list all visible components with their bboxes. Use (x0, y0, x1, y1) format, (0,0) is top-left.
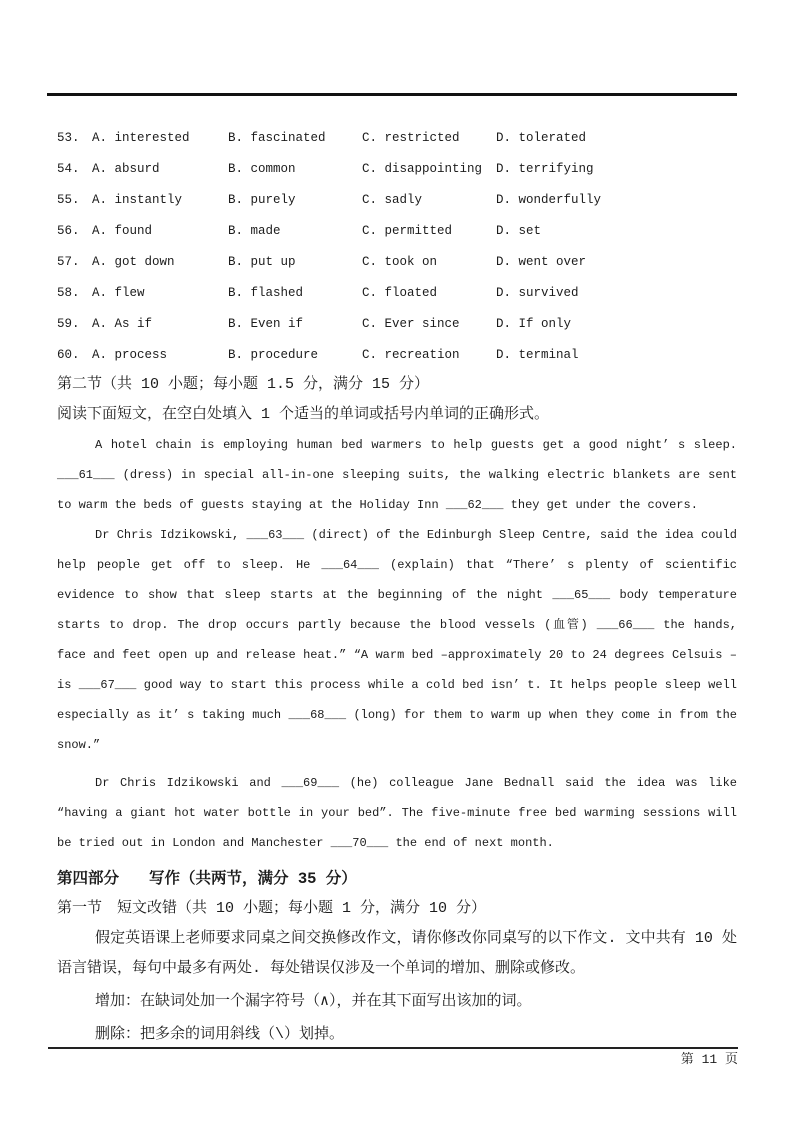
mcq-row-53 (57, 122, 737, 153)
part4-header (57, 864, 737, 894)
mcq-row-56 (57, 215, 737, 246)
option-d: D. tolerated (496, 130, 587, 145)
option-d: D. terminal (496, 347, 579, 362)
option-c: C. floated (362, 285, 438, 300)
part4-title: 写作（共两节，满分 35 分） (149, 870, 357, 888)
option-d: D. If only (496, 316, 572, 331)
question-number: 60. (57, 347, 80, 362)
mcq-row-59 (57, 308, 737, 339)
cloze-passage (57, 430, 737, 858)
option-c: C. Ever since (362, 316, 460, 331)
footer-rule (48, 1047, 738, 1070)
option-a: A. found (92, 223, 153, 238)
mcq-row-57 (57, 246, 737, 277)
mcq-row-60 (57, 339, 737, 370)
question-number: 58. (57, 285, 80, 300)
passage-paragraph-3: Dr Chris Idzikowski and ___69___ (he) colleague Jane Bednall said the idea was like “having a giant hot water bottle in your bed”. The five-minute free bed warming sessions will be tried out in London and Manchester ___70___ the end of next month. (57, 776, 737, 850)
option-a: A. interested (92, 130, 190, 145)
option-d: D. survived (496, 285, 579, 300)
question-number: 56. (57, 223, 80, 238)
mcq-block (57, 122, 737, 370)
question-number: 57. (57, 254, 80, 269)
option-b: B. put up (228, 254, 296, 269)
option-c: C. recreation (362, 347, 460, 362)
option-d: D. wonderfully (496, 192, 602, 207)
option-d: D. set (496, 223, 542, 238)
option-c: C. sadly (362, 192, 423, 207)
section2-instruction: 阅读下面短文，在空白处填入 1 个适当的单词或括号内单词的正确形式。 (57, 406, 550, 423)
mcq-row-58 (57, 277, 737, 308)
passage-paragraph-2: Dr Chris Idzikowski, ___63___ (direct) of the Edinburgh Sleep Centre, said the idea could help people get off to sleep. He ___64___ (explain) that “There’ s plenty of scientific evidence to show that sleep starts at the beginning of the night ___65___ body temperature starts to drop. The drop occurs partly because the blood vessels (血管) ___66___ the hands, face and feet open up and release heat.” “A warm bed –approximately 20 to 24 degrees Celsuis –is ___67___ good way to start this process while a cold bed isn’ t. It helps people sleep well especially as it’ s taking much ___68___ (long) for them to warm up when they come in from the snow.” (57, 528, 737, 752)
page-number: 第 11 页 (680, 1052, 738, 1067)
writing-delete-rule: 删除：把多余的词用斜线（\）划掉。 (95, 1026, 345, 1043)
question-number: 54. (57, 161, 80, 176)
option-a: A. flew (92, 285, 145, 300)
question-number: 55. (57, 192, 80, 207)
part4-label: 第四部分 (57, 870, 120, 888)
option-c: C. disappointing (362, 161, 483, 176)
option-b: B. flashed (228, 285, 304, 300)
option-b: B. procedure (228, 347, 319, 362)
option-b: B. fascinated (228, 130, 326, 145)
option-c: C. took on (362, 254, 438, 269)
option-a: A. process (92, 347, 168, 362)
section2-header: 第二节（共 10 小题；每小题 1.5 分，满分 15 分） (57, 376, 430, 393)
option-c: C. restricted (362, 130, 460, 145)
option-b: B. common (228, 161, 296, 176)
option-a: A. absurd (92, 161, 160, 176)
header-rule (47, 93, 737, 96)
writing-intro: 假定英语课上老师要求同桌之间交换修改作文，请你修改你同桌写的以下作文. 文中共有 10 处语言错误，每句中最多有两处. 每处错误仅涉及一个单词的增加、删除或修改。 (57, 930, 737, 977)
option-b: B. made (228, 223, 281, 238)
mcq-row-54 (57, 153, 737, 184)
option-a: A. instantly (92, 192, 183, 207)
option-b: B. purely (228, 192, 296, 207)
option-c: C. permitted (362, 223, 453, 238)
writing-section1-header: 第一节 短文改错（共 10 小题；每小题 1 分，满分 10 分） (57, 900, 487, 917)
option-a: A. got down (92, 254, 175, 269)
exam-page-content (57, 122, 737, 1050)
option-d: D. terrifying (496, 161, 594, 176)
question-number: 59. (57, 316, 80, 331)
writing-add-rule: 增加：在缺词处加一个漏字符号（∧），并在其下面写出该加的词。 (95, 993, 532, 1010)
option-b: B. Even if (228, 316, 304, 331)
mcq-row-55 (57, 184, 737, 215)
option-d: D. went over (496, 254, 587, 269)
option-a: A. As if (92, 316, 153, 331)
question-number: 53. (57, 130, 80, 145)
passage-paragraph-1: A hotel chain is employing human bed warmers to help guests get a good night’ s sleep. ___61___ (dress) in special all-in-one sleeping suits, the walking electric blankets are sent to warm the beds of guests staying at the Holiday Inn ___62___ they get under the covers. (57, 438, 737, 512)
